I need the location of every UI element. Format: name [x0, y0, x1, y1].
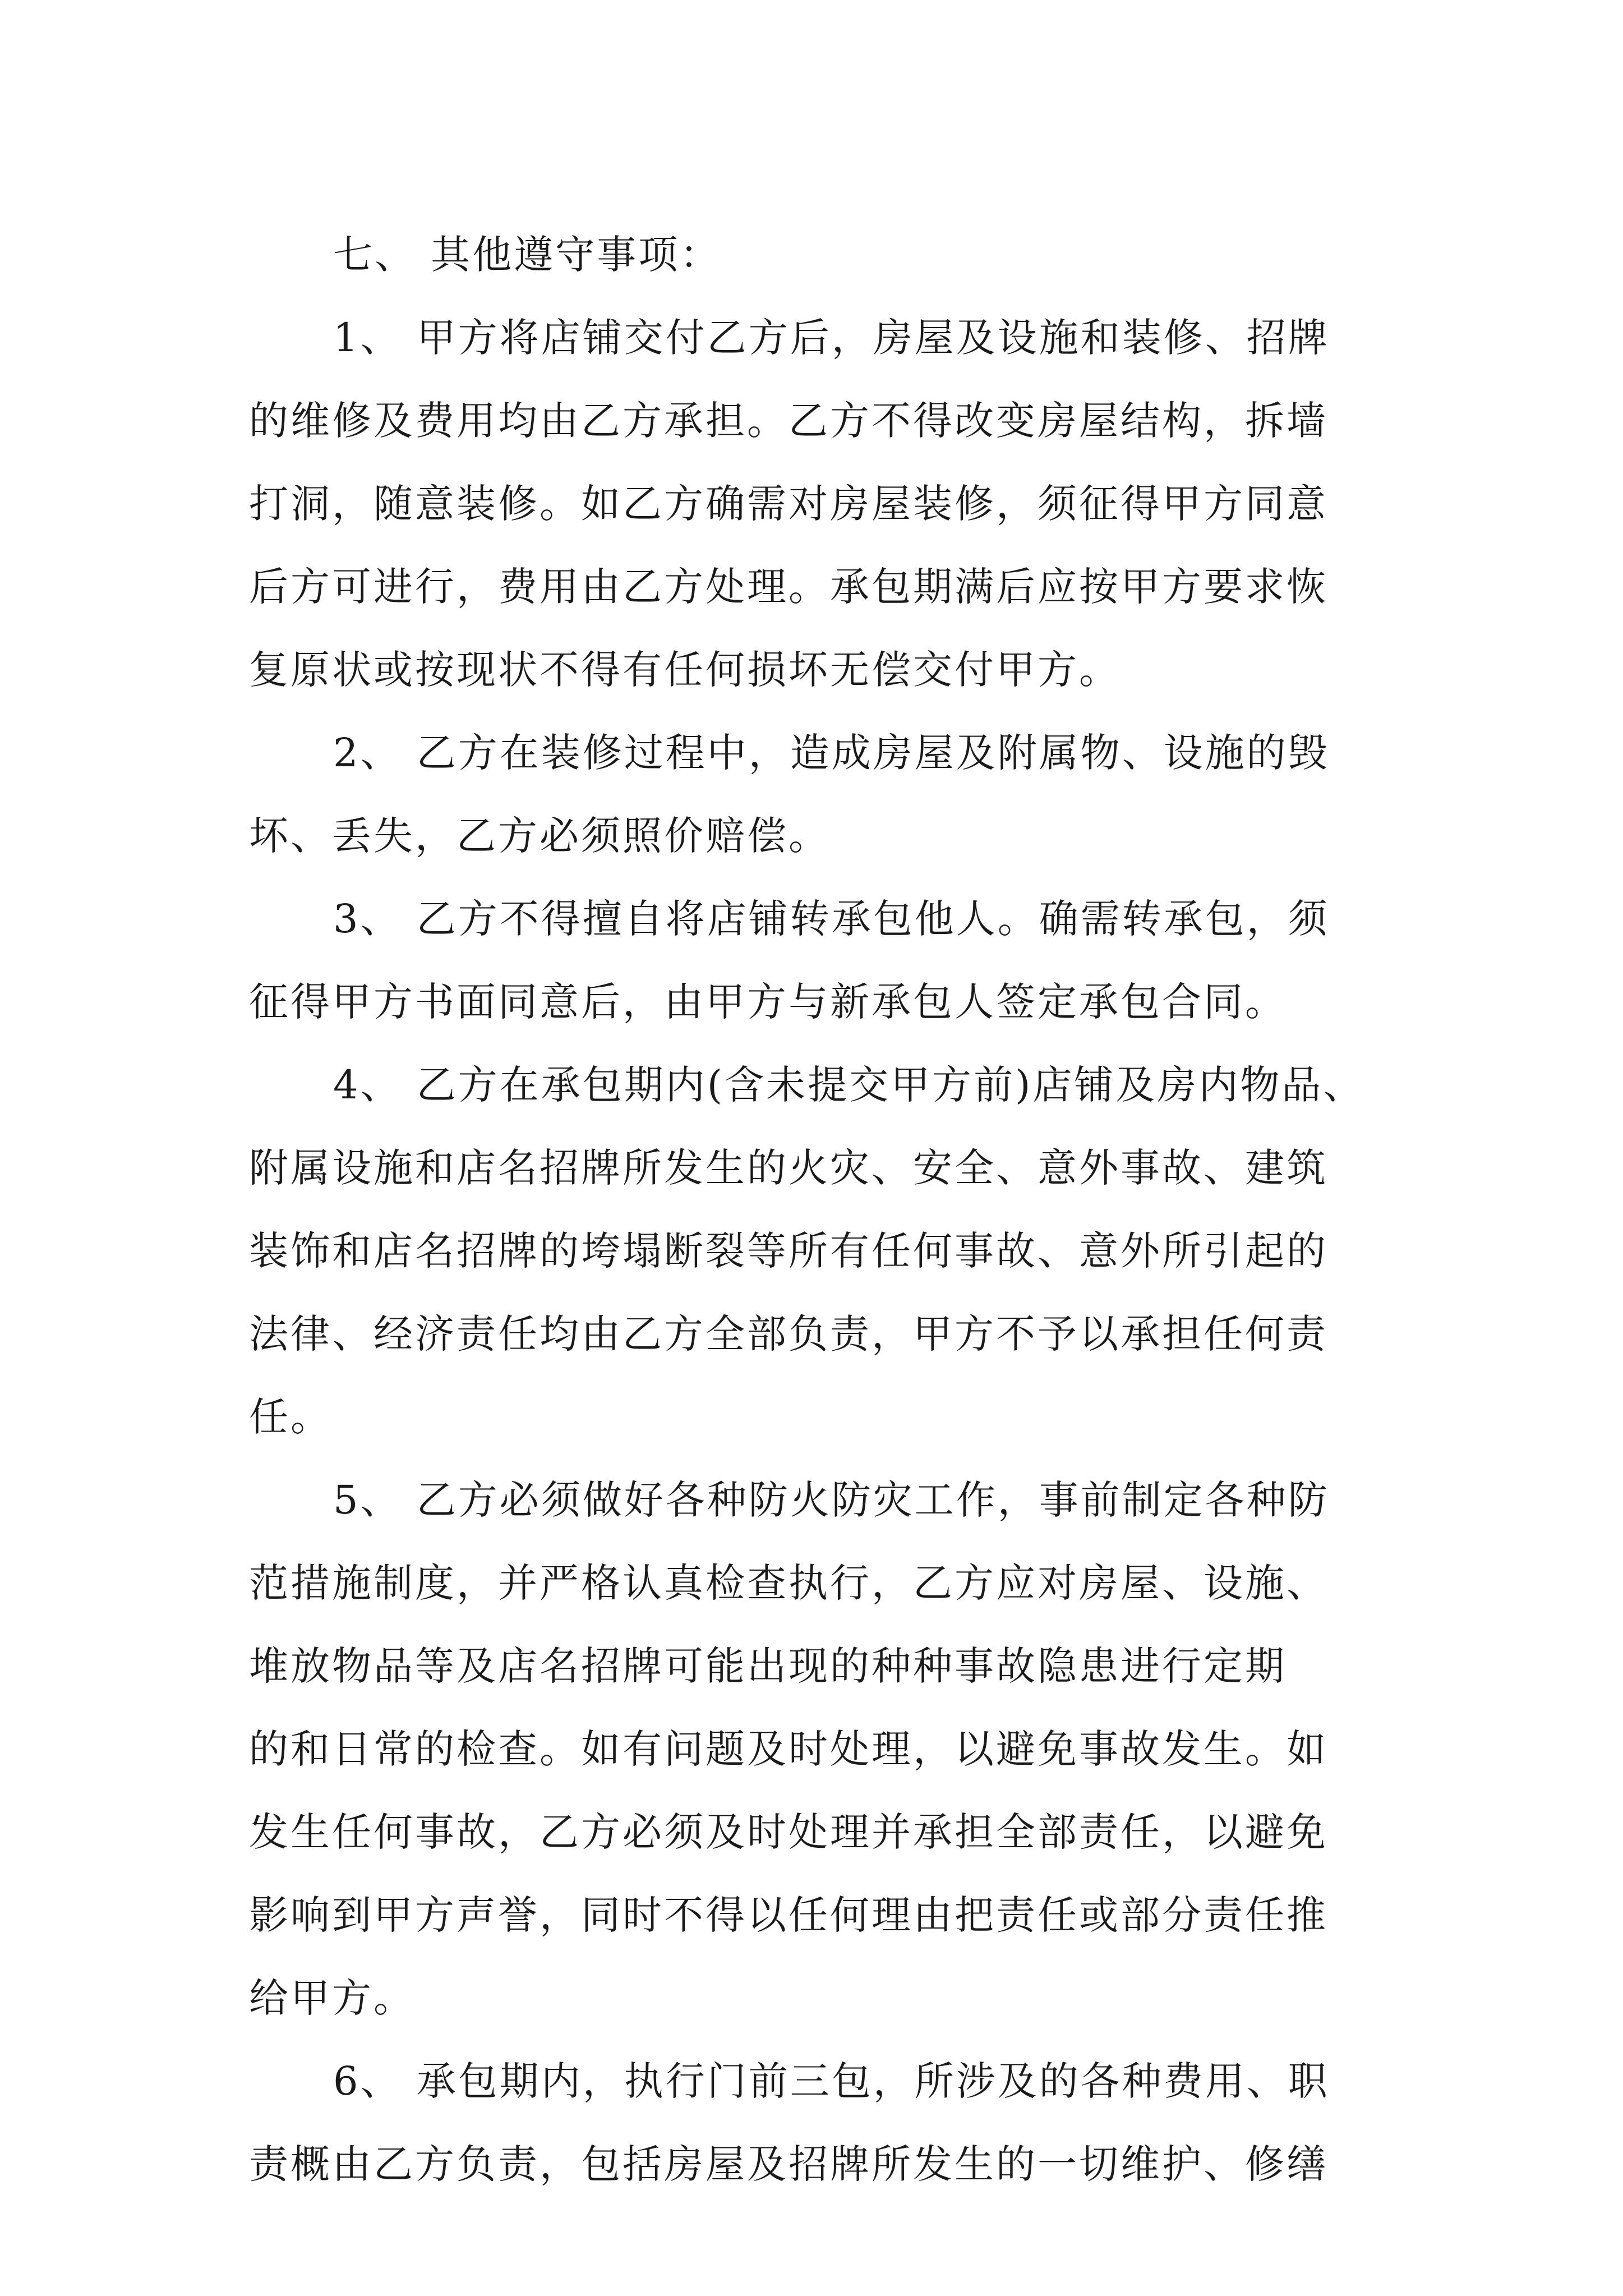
clause-1-line-4: 后方可进行，费用由乙方处理。承包期满后应按甲方要求恢: [249, 564, 1328, 610]
clause-4-line-1: 4、 乙方在承包期内(含未提交甲方前)店铺及房内物品、: [333, 1062, 1365, 1108]
clause-5-line-5: 发生任何事故，乙方必须及时处理并承担全部责任，以避免: [249, 1809, 1328, 1855]
clause-2-line-1: 2、 乙方在装修过程中，造成房屋及附属物、设施的毁: [333, 730, 1330, 776]
clause-4-line-4: 法律、经济责任均由乙方全部负责，甲方不予以承担任何责: [249, 1311, 1328, 1357]
section-heading: 七、 其他遵守事项：: [333, 232, 722, 278]
clause-5-line-7: 给甲方。: [249, 1975, 415, 2021]
clause-6-line-1: 6、 承包期内，执行门前三包，所涉及的各种费用、职: [333, 2058, 1330, 2104]
clause-5-line-2: 范措施制度，并严格认真检查执行，乙方应对房屋、设施、: [249, 1560, 1328, 1606]
document-body: [249, 213, 1387, 2206]
clause-5-line-1: 5、 乙方必须做好各种防火防灾工作，事前制定各种防: [333, 1477, 1330, 1523]
clause-4-line-3: 装饰和店名招牌的垮塌断裂等所有任何事故、意外所引起的: [249, 1228, 1328, 1274]
clause-1-line-2: 的维修及费用均由乙方承担。乙方不得改变房屋结构，拆墙: [249, 398, 1328, 444]
clause-3-line-1: 3、 乙方不得擅自将店铺转承包他人。确需转承包，须: [333, 896, 1330, 942]
clause-1-line-5: 复原状或按现状不得有任何损坏无偿交付甲方。: [249, 647, 1121, 693]
clause-5-line-6: 影响到甲方声誉，同时不得以任何理由把责任或部分责任推: [249, 1892, 1328, 1938]
clause-1-line-3: 打洞，随意装修。如乙方确需对房屋装修，须征得甲方同意: [249, 481, 1328, 527]
clause-5-line-3: 堆放物品等及店名招牌可能出现的种种事故隐患进行定期: [249, 1643, 1287, 1689]
clause-5-line-4: 的和日常的检查。如有问题及时处理，以避免事故发生。如: [249, 1726, 1328, 1772]
clause-3-line-2: 征得甲方书面同意后，由甲方与新承包人签定承包合同。: [249, 979, 1287, 1025]
clause-4-line-5: 任。: [249, 1394, 332, 1440]
clause-6-line-2: 责概由乙方负责，包括房屋及招牌所发生的一切维护、修缮: [249, 2141, 1328, 2187]
clause-1-line-1: 1、 甲方将店铺交付乙方后，房屋及设施和装修、招牌: [333, 315, 1330, 361]
clause-2-line-2: 坏、丢失，乙方必须照价赔偿。: [249, 813, 830, 859]
clause-4-line-2: 附属设施和店名招牌所发生的火灾、安全、意外事故、建筑: [249, 1145, 1328, 1191]
